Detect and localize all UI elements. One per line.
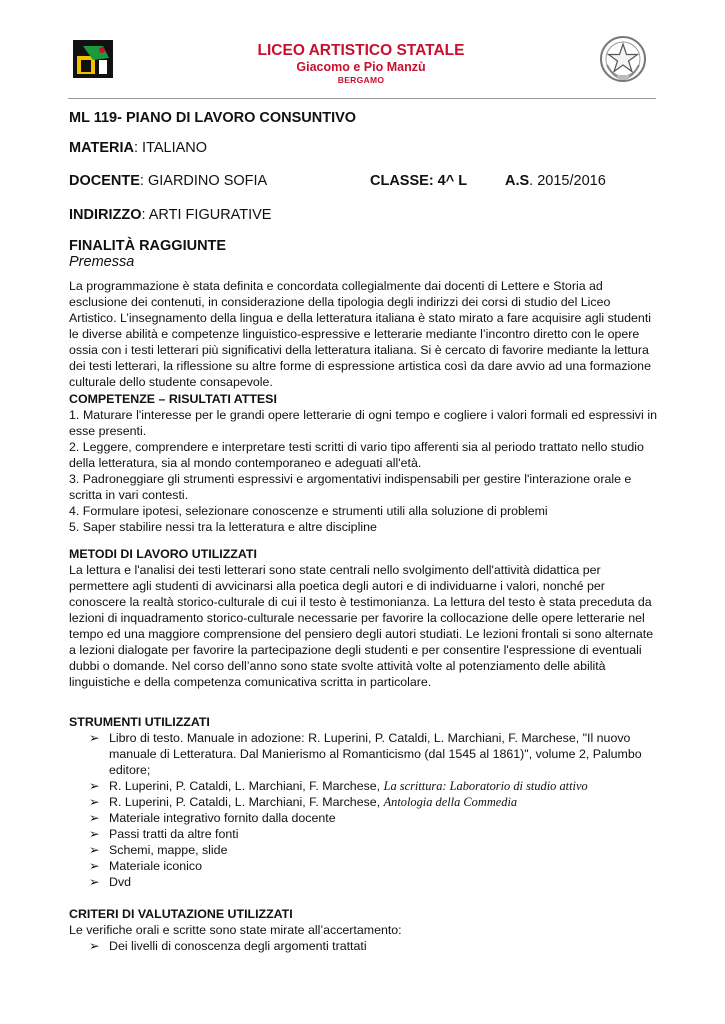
strumento-authors: R. Luperini, P. Cataldi, L. Marchiani, F. Marchese, [109, 779, 384, 793]
criteri-list [85, 938, 657, 954]
arrow-bullet-icon: ➢ [89, 811, 100, 825]
premessa-text: La programmazione è stata definita e concordata collegialmente dai docenti di Lettere e Storia ad esclusione dei contenuti, in considerazione della tipologia degli indirizzi dei corsi di studio del Liceo Artistico. L’insegnamento della lingua e della letteratura italiana è stato mirato a fare acquisire agli studenti le diverse abilità e competenze linguistico-espressive e letterarie mediante l’incontro diretto con le opere ossia con i testi letterari più significativi della letteratura italiana. Si è cercato di favorire mediante la lettura dei testi letterari, la riflessione su altre forme di espressione artistica così da dare avvio ad una formazione culturale dello studente consapevole. [69, 279, 652, 389]
list-item [85, 842, 657, 858]
materia-line [69, 140, 207, 157]
strumento-text: Dvd [109, 875, 132, 889]
list-item [85, 730, 657, 778]
competenza-item-5: 5. Saper stabilire nessi tra la letteratura e altre discipline [69, 520, 377, 534]
list-item [85, 826, 657, 842]
strumento-title: La scrittura: Laboratorio di studio attivo [383, 779, 588, 793]
metodi-text: La lettura e l'analisi dei testi letterari sono state centrali nello svolgimento dell'attività didattica per permettere agli studenti di avvicinarsi alla poetica degli autori e di individuarne i valori, nonché per conoscere la realtà storico-culturale di cui il testo è testimonianza. La lettura del testo è stata preceduta da lezioni di inquadramento storico-culturale necessarie per favorire la collocazione delle opere letterarie nel tempo ed una maggiore comprensione del pensiero degli autori studiati. Le lezioni frontali si sono alternate a lezioni dialogate per favorire la partecipazione degli studenti e per consentire l'espressione di eventuali dubbi o domande. Nel corso dell’anno sono state svolte attività volte al potenziamento delle abilità linguistiche e della competenza comunicativa scritta in particolare. [69, 563, 654, 689]
arrow-bullet-icon: ➢ [89, 731, 100, 745]
arrow-bullet-icon: ➢ [89, 939, 100, 953]
italian-republic-emblem-icon [599, 35, 647, 83]
document-title: ML 119- PIANO DI LAVORO CONSUNTIVO [69, 110, 357, 126]
strumenti-heading: STRUMENTI UTILIZZATI [69, 715, 210, 729]
premessa-subheading: Premessa [69, 254, 135, 270]
as-value: . 2015/2016 [529, 173, 606, 189]
competenze-section [69, 391, 657, 535]
strumenti-section [69, 714, 657, 890]
list-item [85, 778, 657, 794]
competenza-item-4: 4. Formulare ipotesi, selezionare conoscenze e strumenti utili alla soluzione di problemi [69, 504, 548, 518]
indirizzo-line [69, 207, 271, 224]
competenze-heading: COMPETENZE – RISULTATI ATTESI [69, 392, 277, 406]
school-city: BERGAMO [337, 75, 385, 85]
header-divider [68, 98, 656, 99]
anno-scolastico [505, 173, 606, 190]
strumento-title: Antologia della Commedia [383, 795, 518, 809]
list-item [85, 858, 657, 874]
arrow-bullet-icon: ➢ [89, 795, 100, 809]
competenza-item-3: 3. Padroneggiare gli strumenti espressivi e argomentativi indispensabili per gestire l'interazione orale e scritta in vari contesti. [69, 472, 632, 502]
competenza-item-2: 2. Leggere, comprendere e interpretare testi scritti di vario tipo afferenti sia al periodo trattato nello studio della letteratura, sia al mondo contemporaneo e adeguati all'età. [69, 440, 644, 470]
materia-label: MATERIA [69, 140, 134, 156]
strumento-text: Libro di testo. Manuale in adozione: R. Luperini, P. Cataldi, L. Marchiani, F. Marchese, "Il nuovo manuale di Letteratura. Dal Manierismo al Romanticismo (dal 1545 al 1861)", volume 2, Palumbo editore; [109, 731, 642, 777]
indirizzo-label: INDIRIZZO [69, 207, 142, 223]
criteri-heading: CRITERI DI VALUTAZIONE UTILIZZATI [69, 907, 293, 921]
school-header [236, 42, 486, 86]
arrow-bullet-icon: ➢ [89, 827, 100, 841]
materia-value: : ITALIANO [133, 140, 208, 156]
arrow-bullet-icon: ➢ [89, 779, 100, 793]
premessa-paragraph [69, 278, 657, 390]
school-name: LICEO ARTISTICO STATALE [257, 42, 465, 59]
docente-line [69, 173, 267, 190]
metodi-heading: METODI DI LAVORO UTILIZZATI [69, 547, 257, 561]
arrow-bullet-icon: ➢ [89, 859, 100, 873]
strumento-text: Passi tratti da altre fonti [109, 827, 239, 841]
strumento-text: Schemi, mappe, slide [109, 843, 228, 857]
list-item [85, 794, 657, 810]
school-logo-icon [73, 40, 113, 78]
strumento-text: Materiale iconico [109, 859, 202, 873]
finalita-heading: FINALITÀ RAGGIUNTE [69, 238, 227, 254]
strumento-authors: R. Luperini, P. Cataldi, L. Marchiani, F. Marchese, [109, 795, 384, 809]
list-item [85, 810, 657, 826]
docente-value: : GIARDINO SOFIA [139, 173, 268, 189]
arrow-bullet-icon: ➢ [89, 875, 100, 889]
competenza-item-1: 1. Maturare l'interesse per le grandi opere letterarie di ogni tempo e cogliere i valori formali ed espressivi in esse presenti. [69, 408, 657, 438]
criteri-section [69, 906, 657, 954]
list-item [85, 938, 657, 954]
classe-label: CLASSE: 4^ L [370, 173, 468, 189]
criteri-intro: Le verifiche orali e scritte sono state mirate all’accertamento: [69, 923, 402, 937]
arrow-bullet-icon: ➢ [89, 843, 100, 857]
criterio-text: Dei livelli di conoscenza degli argomenti trattati [109, 939, 367, 953]
indirizzo-value: : ARTI FIGURATIVE [141, 207, 272, 223]
strumento-text: Materiale integrativo fornito dalla docente [109, 811, 336, 825]
school-subtitle: Giacomo e Pio Manzù [296, 60, 426, 74]
docente-label: DOCENTE [69, 173, 140, 189]
list-item [85, 874, 657, 890]
metodi-section [69, 546, 657, 690]
strumenti-list [85, 730, 657, 890]
as-label: A.S [505, 173, 530, 189]
